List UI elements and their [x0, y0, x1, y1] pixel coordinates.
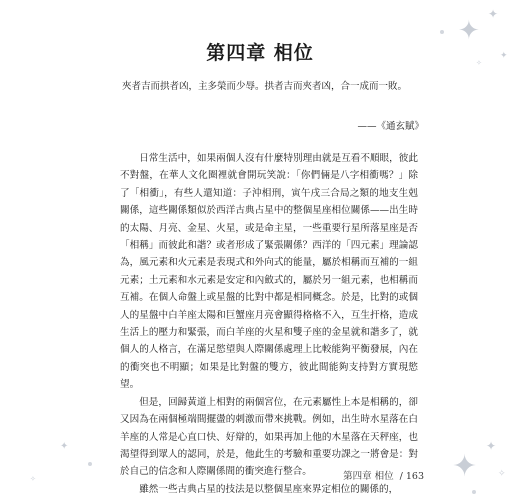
dot-decoration: [88, 462, 92, 466]
paragraph: 雖然一些古典占星的技法是以整個星座來界定相位的關係的，: [139, 483, 399, 495]
sparkle-decoration-icon: ✧: [30, 475, 36, 483]
sparkle-decoration-icon: ✦: [452, 449, 478, 484]
page-footer: [343, 468, 424, 482]
sparkle-decoration-icon: ✦: [486, 439, 497, 453]
sparkle-decoration-icon: ✦: [458, 16, 480, 46]
sparkle-decoration-icon: ✧: [476, 59, 482, 67]
footer-chapter-label: 第四章 相位: [343, 471, 394, 482]
sparkle-decoration-icon: ✦: [60, 441, 69, 452]
paragraph: 日常生活中，如果兩個人沒有什麼特別理由就是互看不順眼，彼此不對盤，在華人文化圈裡就會開玩笑說：「你們倆是八字相衝嗎？」除了「相衝」，有些人還知道：子沖相刑，寅午戌三合局之類的地支生剋關係，這些關係類似於西洋古典占星中的整個星座相位關係——出生時的太陽、月亮、金星、火星，或是命主星，一些重要行星所落星座是否「相稱」而彼此和諧？或者形成了緊張關係？西洋的「四元素」理論認為，風元素和火元素是表現式和外向式的能量，屬於相稱而互補的一組元素；土元素和水元素是安定和內斂式的，屬於另一組元素，也相稱而互補。在個人命盤上或星盤的比對中都是相同概念。於是，比對的或個人的星盤中白羊座太陽和巨蟹座月亮會顯得格格不入，互生扞格，造成生活上的壓力和緊張，而白羊座的火星和雙子座的金星就和諧多了，就個人的人格言，在滿足慾望與人際關係處理上比較能夠平衡發展，內在的衝突也不明顯；如果是比對盤的雙方，彼此間能夠支持對方實現慾望。: [120, 153, 418, 391]
body-text: [120, 150, 418, 498]
dot-decoration: [440, 30, 444, 34]
epigraph-quote: 夾者吉而拱者凶，主多榮而少辱。拱者吉而夾者凶，合一成而一敗。: [122, 81, 408, 92]
dot-decoration: [472, 490, 476, 494]
sparkle-decoration-icon: ✦: [488, 7, 499, 21]
page-number: / 163: [399, 471, 424, 482]
paragraph: 但是，回歸黃道上相對的兩個宮位，在元素屬性上本是相稱的，卻又因為在兩個極端間擺盪的刺激而帶來挑戰。例如，出生時水星落在白羊座的人常是心直口快、好辯的，如果再加上他的木星落在天秤座，也渴望得到眾人的認同，於是，他此生的考驗和重要功課之一將會是：對於自己的信念和人際關係間的衝突進行整合。: [120, 396, 418, 478]
sparkle-decoration-icon: ✦: [500, 51, 508, 61]
epigraph-source: ——《通玄賦》: [357, 121, 424, 132]
chapter-title: 第四章 相位: [206, 42, 314, 64]
sparkle-decoration-icon: ✧: [498, 469, 506, 479]
